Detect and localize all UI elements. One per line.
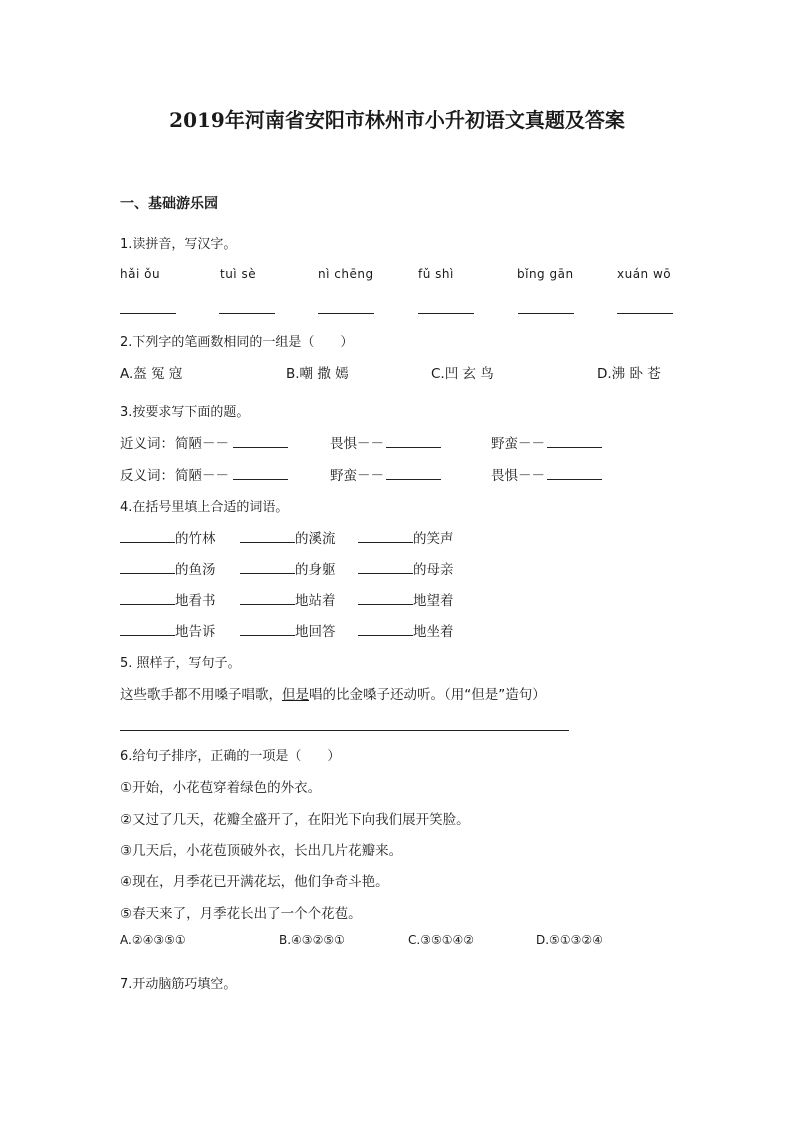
option-c[interactable]: C.③⑤①④② xyxy=(408,933,474,947)
phrase-cell: 地站着 xyxy=(295,593,336,609)
option-a[interactable]: A.盔 冤 寇 xyxy=(120,366,183,382)
sentence-item: ②又过了几天，花瓣全盛开了，在阳光下向我们展开笑脸。 xyxy=(120,812,470,828)
answer-blank[interactable] xyxy=(240,604,295,605)
answer-blank[interactable] xyxy=(386,447,441,448)
option-a[interactable]: A.②④③⑤① xyxy=(120,933,186,947)
section-heading: 一、基础游乐园 xyxy=(120,196,218,212)
answer-blank[interactable] xyxy=(386,479,441,480)
sentence-item: ⑤春天来了，月季花长出了一个个花苞。 xyxy=(120,906,362,922)
option-d[interactable]: D.沸 卧 苍 xyxy=(597,366,661,382)
answer-blank[interactable] xyxy=(120,542,175,543)
example-post: 唱的比金嗓子还动听。（用“但是”造句） xyxy=(309,687,546,703)
sentence-answer-line[interactable] xyxy=(120,730,569,731)
synonym-label: 近义词： xyxy=(120,436,174,452)
answer-blank[interactable] xyxy=(358,604,413,605)
answer-blank[interactable] xyxy=(318,313,374,314)
answer-blank[interactable] xyxy=(358,542,413,543)
antonym-2: 野蛮－－ xyxy=(330,468,384,484)
question-4-prompt: 4.在括号里填上合适的词语。 xyxy=(120,500,289,515)
question-3-prompt: 3.按要求写下面的题。 xyxy=(120,405,250,420)
question-5-prompt: 5. 照样子，写句子。 xyxy=(120,656,241,671)
example-pre: 这些歌手都不用嗓子唱歌， xyxy=(120,687,282,703)
example-sentence xyxy=(120,683,546,703)
answer-blank[interactable] xyxy=(219,313,275,314)
answer-blank[interactable] xyxy=(120,573,175,574)
sentence-item: ③几天后，小花苞顶破外衣，长出几片花瓣来。 xyxy=(120,843,403,859)
option-c[interactable]: C.凹 玄 鸟 xyxy=(431,366,494,382)
question-1-prompt: 1.读拼音，写汉字。 xyxy=(120,237,237,252)
phrase-cell: 的溪流 xyxy=(295,531,336,547)
answer-blank[interactable] xyxy=(617,313,673,314)
pinyin-6: xuán wō xyxy=(617,267,672,281)
synonym-2: 畏惧－－ xyxy=(330,436,384,452)
answer-blank[interactable] xyxy=(240,635,295,636)
pinyin-5: bǐng gān xyxy=(517,267,574,281)
answer-blank[interactable] xyxy=(518,313,574,314)
answer-blank[interactable] xyxy=(120,604,175,605)
question-7-prompt: 7.开动脑筋巧填空。 xyxy=(120,977,237,992)
answer-blank[interactable] xyxy=(358,635,413,636)
option-b[interactable]: B.④③②⑤① xyxy=(279,933,345,947)
phrase-cell: 地看书 xyxy=(175,593,216,609)
phrase-cell: 的母亲 xyxy=(413,562,454,578)
phrase-cell: 地坐着 xyxy=(413,624,454,640)
example-underlined: 但是 xyxy=(282,687,309,703)
phrase-cell: 地回答 xyxy=(295,624,336,640)
answer-blank[interactable] xyxy=(358,573,413,574)
phrase-cell: 的身躯 xyxy=(295,562,336,578)
phrase-cell: 地望着 xyxy=(413,593,454,609)
question-2-prompt: 2.下列字的笔画数相同的一组是（ ） xyxy=(120,335,354,350)
phrase-cell: 的鱼汤 xyxy=(175,562,216,578)
antonym-1: 简陋－－ xyxy=(175,468,229,484)
option-b[interactable]: B.嘲 撒 嫣 xyxy=(286,366,349,382)
phrase-cell: 的竹林 xyxy=(175,531,216,547)
synonym-1: 简陋－－ xyxy=(175,436,229,452)
phrase-cell: 地告诉 xyxy=(175,624,216,640)
answer-blank[interactable] xyxy=(120,635,175,636)
answer-blank[interactable] xyxy=(547,447,602,448)
answer-blank[interactable] xyxy=(233,447,288,448)
answer-blank[interactable] xyxy=(240,542,295,543)
sentence-item: ④现在，月季花已开满花坛，他们争奇斗艳。 xyxy=(120,874,389,890)
answer-blank[interactable] xyxy=(547,479,602,480)
phrase-cell: 的笑声 xyxy=(413,531,454,547)
document-title: 2019年河南省安阳市林州市小升初语文真题及答案 xyxy=(169,108,625,132)
antonym-3: 畏惧－－ xyxy=(491,468,545,484)
option-d[interactable]: D.⑤①③②④ xyxy=(536,933,603,947)
answer-blank[interactable] xyxy=(120,313,176,314)
pinyin-4: fǔ shì xyxy=(418,267,454,281)
answer-blank[interactable] xyxy=(418,313,474,314)
answer-blank[interactable] xyxy=(233,479,288,480)
sentence-item: ①开始，小花苞穿着绿色的外衣。 xyxy=(120,780,322,796)
question-6-prompt: 6.给句子排序，正确的一项是（ ） xyxy=(120,749,341,764)
antonym-label: 反义词： xyxy=(120,468,174,484)
synonym-3: 野蛮－－ xyxy=(491,436,545,452)
pinyin-1: hǎi ǒu xyxy=(120,267,161,281)
pinyin-3: nì chēng xyxy=(318,267,374,281)
pinyin-2: tuì sè xyxy=(220,267,257,281)
answer-blank[interactable] xyxy=(240,573,295,574)
